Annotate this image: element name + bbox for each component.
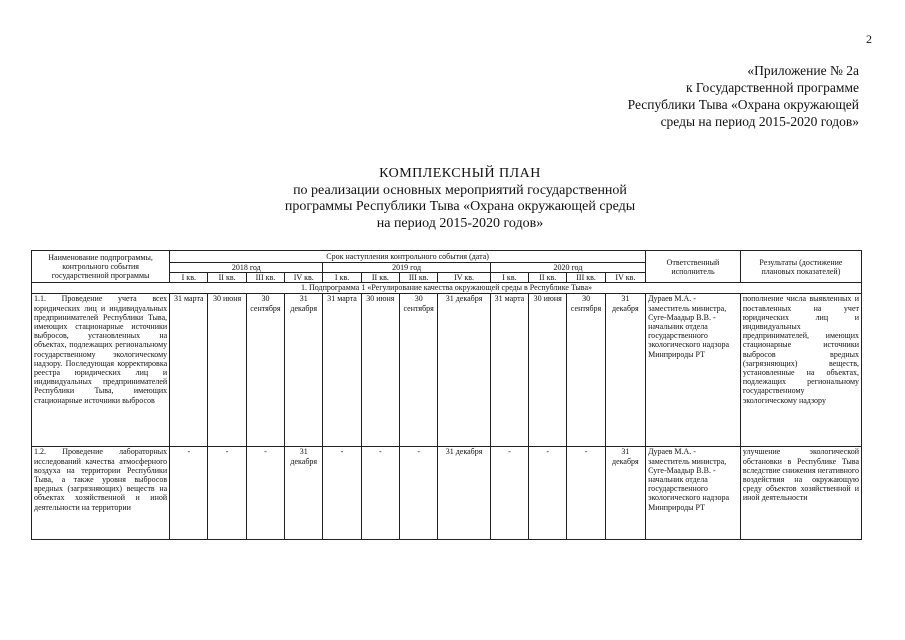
header-quarter: IV кв. xyxy=(438,273,490,283)
header-quarter: II кв. xyxy=(208,273,246,283)
header-quarter: IV кв. xyxy=(605,273,645,283)
header-year: 2020 год xyxy=(490,263,645,273)
row-date: 30 сентября xyxy=(246,294,284,447)
title-line-3: программы Республики Тыва «Охрана окружающей среды xyxy=(284,199,636,214)
header-quarter: I кв. xyxy=(323,273,361,283)
row-date: 31 марта xyxy=(323,294,361,447)
header-quarter: III кв. xyxy=(567,273,605,283)
row-date: 31 декабря xyxy=(285,294,323,447)
header-deadline: Срок наступления контрольного события (дата) xyxy=(170,251,646,263)
row-date: - xyxy=(170,447,208,540)
header-quarter: I кв. xyxy=(490,273,528,283)
row-date: 31 марта xyxy=(170,294,208,447)
row-date: - xyxy=(529,447,567,540)
appendix-line-3: Республики Тыва «Охрана окружающей xyxy=(627,97,859,112)
row-date: 31 декабря xyxy=(605,294,645,447)
row-date: 31 декабря xyxy=(438,294,490,447)
row-date: 30 июня xyxy=(529,294,567,447)
row-result: пополнение числа выявленных и поставленных на учет юридических лиц и индивидуальных предпринимателей, имеющих стационарные источники выбросов вредных (загрязняющих) веществ, установленные на объектах, подлежащих региональному государственному экологическому надзору xyxy=(740,294,861,447)
row-date: - xyxy=(567,447,605,540)
header-quarter: III кв. xyxy=(400,273,438,283)
row-date: - xyxy=(246,447,284,540)
title-line-2: по реализации основных мероприятий государственной xyxy=(293,182,627,198)
row-date: 31 декабря xyxy=(438,447,490,540)
row-name: 1.1. Проведение учета всех юридических лиц и индивидуальных предпринимателей Республики Тыва, имеющих стационарные источники выбросов, установленных на объектах, подлежащих региональному государственному экологическому надзору. Последующая корректировка реестра юридических лиц и индивидуальных предпринимателей Республики Тыва, имеющих стационарные источники выбросов xyxy=(32,294,170,447)
title-line-4: на период 2015-2020 годов» xyxy=(376,215,544,231)
row-responsible: Дураев М.А. - заместитель министра, Суге-Маадыр В.В. - начальник отдела государственного экологического надзора Минприроды РТ xyxy=(646,447,741,540)
row-date: - xyxy=(490,447,528,540)
row-date: 31 марта xyxy=(490,294,528,447)
appendix-line-1: «Приложение № 2а xyxy=(747,63,859,78)
header-year: 2018 год xyxy=(170,263,323,273)
header-responsible: Ответственный исполнитель xyxy=(646,251,741,283)
row-name: 1.2. Проведение лабораторных исследований качества атмосферного воздуха на территории Республики Тыва, а также уровня выбросов вредных (загрязняющих) веществ на объектах хозяйственной и иной деятельности на территории xyxy=(32,447,170,540)
table-row xyxy=(32,447,862,540)
header-quarter: II кв. xyxy=(529,273,567,283)
row-responsible: Дураев М.А. - заместитель министра, Суге-Маадыр В.В. - начальник отдела государственного экологического надзора Минприроды РТ xyxy=(646,294,741,447)
header-name: Наименование подпрограммы, контрольного события государственной программы xyxy=(32,251,170,283)
header-quarter: IV кв. xyxy=(285,273,323,283)
table-row xyxy=(32,294,862,447)
header-quarter: II кв. xyxy=(361,273,399,283)
row-date: - xyxy=(208,447,246,540)
header-quarter: III кв. xyxy=(246,273,284,283)
row-date: 30 июня xyxy=(361,294,399,447)
row-date: - xyxy=(323,447,361,540)
appendix-line-2: к Государственной программе xyxy=(685,80,859,95)
row-date: 31 декабря xyxy=(285,447,323,540)
row-date: - xyxy=(361,447,399,540)
row-result: улучшение экологической обстановки в Республике Тыва вследствие снижения негативного воздействия на окружающую среду объектов хозяйственной и иной деятельности xyxy=(740,447,861,540)
title-line-1: КОМПЛЕКСНЫЙ ПЛАН xyxy=(379,166,541,181)
document-title xyxy=(180,166,740,232)
plan-table xyxy=(31,250,862,540)
section-title: 1. Подпрограмма 1 «Регулирование качества окружающей среды в Республике Тыва» xyxy=(32,283,862,294)
row-date: 30 сентября xyxy=(400,294,438,447)
appendix-line-4: среды на период 2015-2020 годов» xyxy=(660,114,859,129)
page-number: 2 xyxy=(866,32,872,46)
appendix-header xyxy=(579,62,859,130)
row-date: 30 сентября xyxy=(567,294,605,447)
row-date: 30 июня xyxy=(208,294,246,447)
row-date: 31 декабря xyxy=(605,447,645,540)
row-date: - xyxy=(400,447,438,540)
header-year: 2019 год xyxy=(323,263,490,273)
header-quarter: I кв. xyxy=(170,273,208,283)
header-results: Результаты (достижение плановых показателей) xyxy=(740,251,861,283)
